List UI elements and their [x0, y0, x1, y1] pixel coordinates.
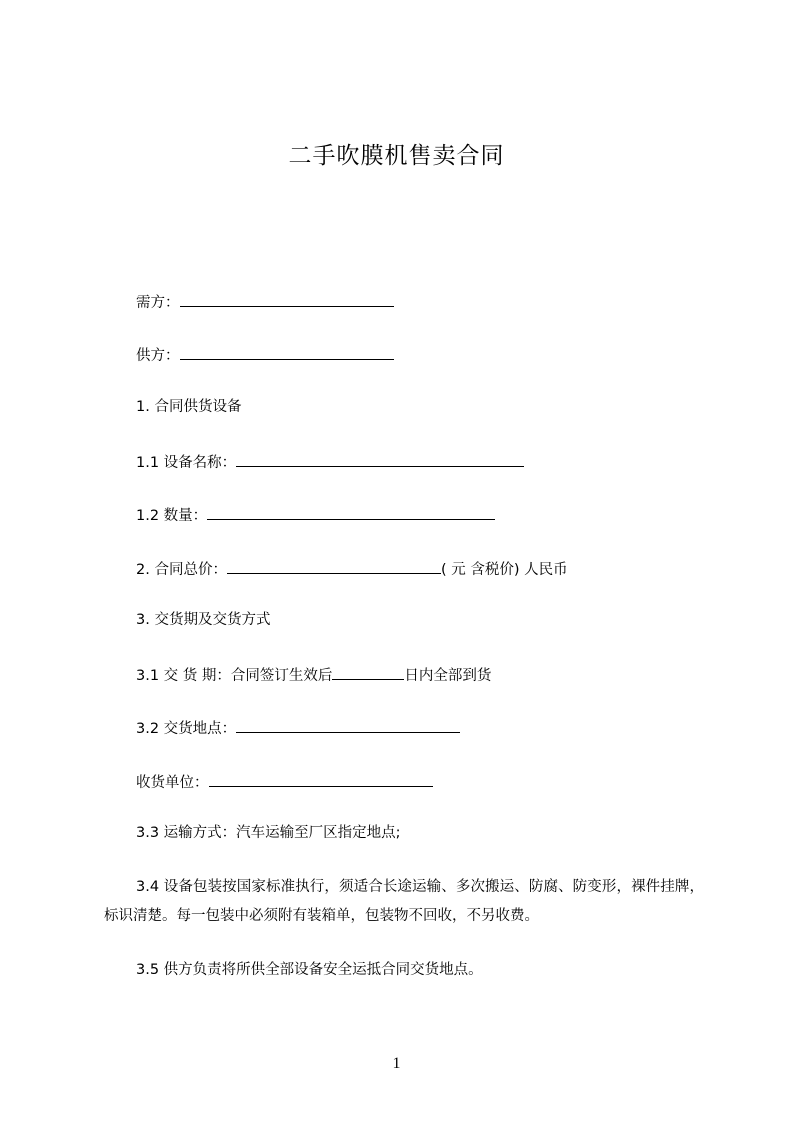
total-price-blank[interactable]: [227, 558, 441, 574]
total-price-label: 2. 合同总价：: [136, 562, 227, 578]
seller-label: 供方：: [136, 348, 180, 364]
receiver-label: 收货单位：: [136, 775, 209, 791]
safe-delivery-line: 3.5 供方负责将所供全部设备安全运抵合同交货地点。: [136, 962, 483, 978]
total-price-suffix: ( 元 含税价) 人民币: [440, 562, 568, 578]
buyer-label: 需方：: [136, 295, 180, 311]
delivery-place-label: 3.2 交货地点：: [136, 721, 237, 737]
section-3-heading: 3. 交货期及交货方式: [136, 612, 271, 628]
delivery-days-blank[interactable]: [332, 664, 404, 680]
page-number: 1: [392, 1055, 401, 1072]
delivery-place-blank[interactable]: [236, 717, 460, 733]
buyer-blank[interactable]: [180, 291, 394, 307]
packaging-paragraph: 3.4 设备包装按国家标准执行，须适合长途运输、多次搬运、防腐、防变形，裸件挂牌，标识清楚。每一包装中必须附有装箱单，包装物不回收，不另收费。: [104, 879, 704, 924]
delivery-period-suffix: 日内全部到货: [404, 668, 492, 684]
delivery-period-label: 3.1 交 货 期：合同签订生效后: [136, 668, 333, 684]
receiver-line: [136, 771, 433, 793]
delivery-period-line: [136, 664, 491, 686]
receiver-blank[interactable]: [209, 771, 433, 787]
equipment-name-label: 1.1 设备名称：: [136, 455, 237, 471]
quantity-label: 1.2 数量：: [136, 508, 208, 524]
section-1-heading: 1. 合同供货设备: [136, 399, 242, 415]
seller-line: [136, 344, 394, 366]
quantity-blank[interactable]: [207, 504, 495, 520]
seller-blank[interactable]: [180, 344, 394, 360]
transport-method-line: 3.3 运输方式：汽车运输至厂区指定地点;: [136, 825, 401, 841]
total-price-line: [136, 558, 568, 580]
buyer-line: [136, 291, 394, 313]
delivery-place-line: [136, 717, 460, 739]
document-title: 二手吹膜机售卖合同: [288, 143, 505, 169]
equipment-name-line: [136, 451, 524, 473]
quantity-line: [136, 504, 495, 526]
equipment-name-blank[interactable]: [236, 451, 524, 467]
